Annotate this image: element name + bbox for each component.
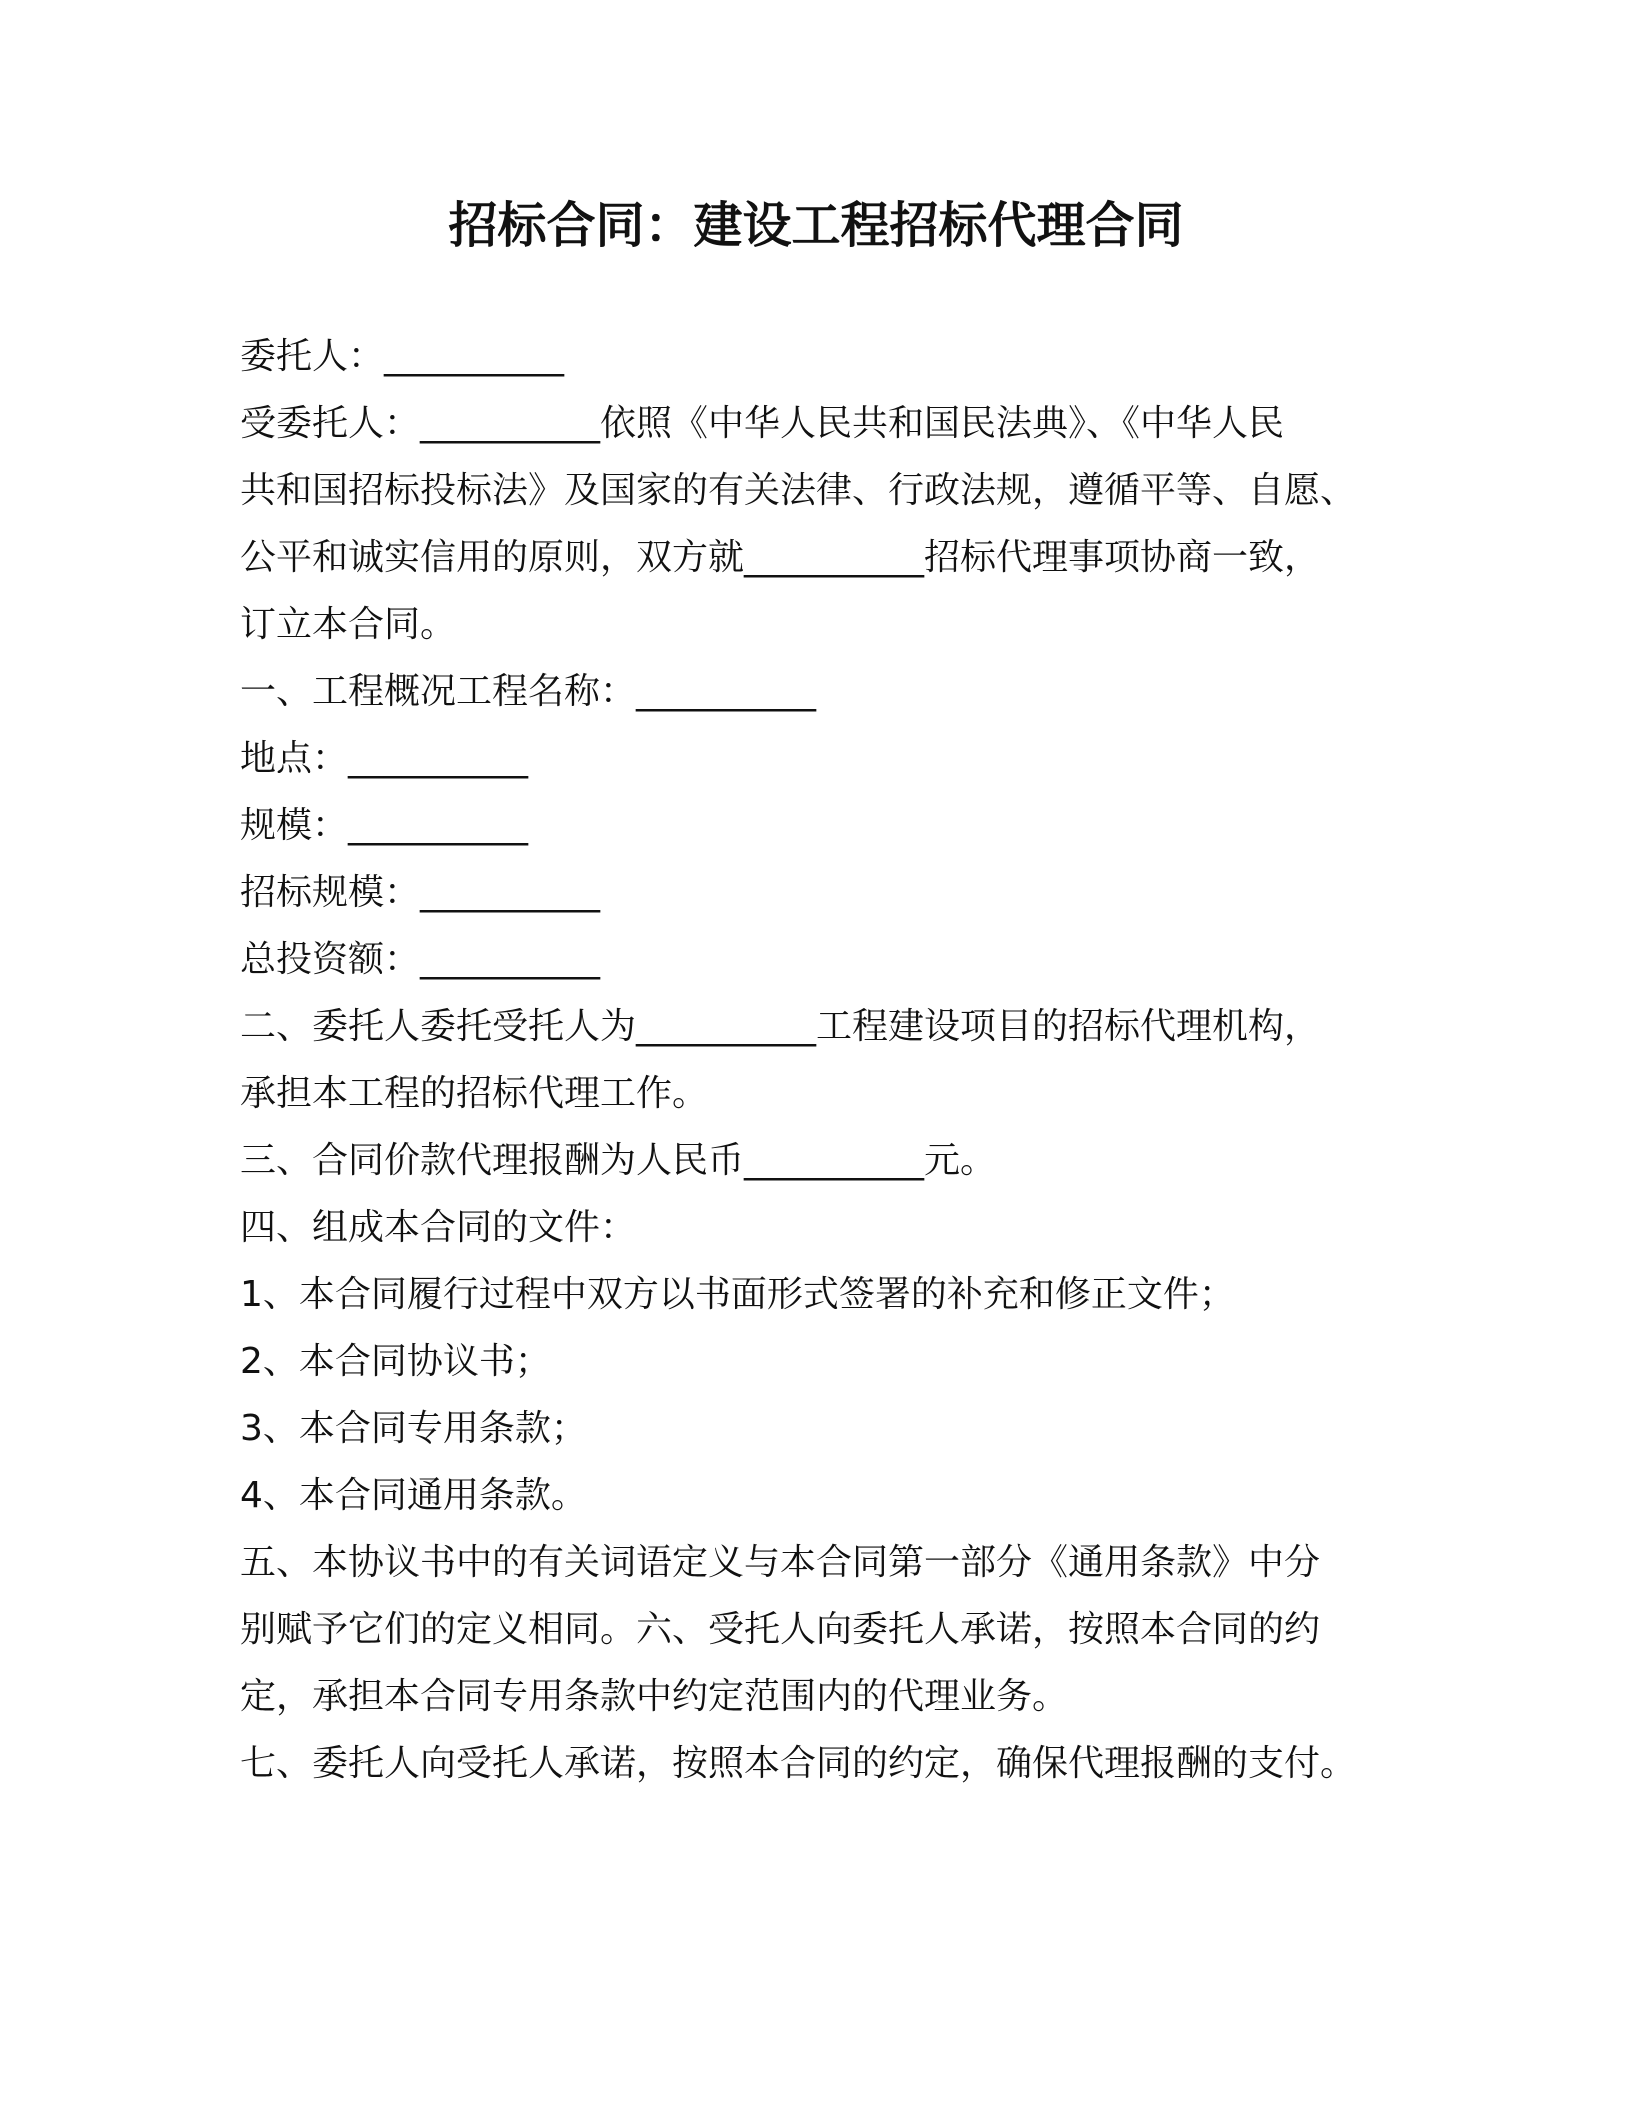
text-line: 五、本协议书中的有关词语定义与本合同第一部分《通用条款》中分 xyxy=(240,1542,1321,1583)
text-line: 招标规模：__________ xyxy=(240,872,601,913)
text-line: 七、委托人向受托人承诺，按照本合同的约定，确保代理报酬的支付。 xyxy=(240,1743,1357,1784)
text-line: 承担本工程的招标代理工作。 xyxy=(240,1073,709,1114)
text-line: 订立本合同。 xyxy=(240,604,457,645)
text-line: 总投资额：__________ xyxy=(240,939,601,980)
text-line: 共和国招标投标法》及国家的有关法律、行政法规，遵循平等、自愿、 xyxy=(240,470,1357,511)
text-line: 四、组成本合同的文件： xyxy=(240,1207,637,1248)
text-line: 规模：__________ xyxy=(240,805,529,846)
text-line: 公平和诚实信用的原则，双方就__________招标代理事项协商一致， xyxy=(240,537,1321,578)
text-line: 定，承担本合同专用条款中约定范围内的代理业务。 xyxy=(240,1676,1069,1717)
text-line: 1、本合同履行过程中双方以书面形式签署的补充和修正文件； xyxy=(240,1274,1235,1315)
text-line: 2、本合同协议书； xyxy=(240,1341,551,1382)
text-line: 受委托人：__________依照《中华人民共和国民法典》、《中华人民 xyxy=(240,403,1285,444)
text-line: 别赋予它们的定义相同。六、受托人向委托人承诺，按照本合同的约 xyxy=(240,1609,1321,1650)
text-line: 三、合同价款代理报酬为人民币__________元。 xyxy=(240,1140,997,1181)
text-line: 地点：__________ xyxy=(240,738,529,779)
document-title: 招标合同：建设工程招标代理合同 xyxy=(448,197,1184,254)
document-body xyxy=(240,323,1400,1797)
text-line: 一、工程概况工程名称：__________ xyxy=(240,671,817,712)
text-line: 二、委托人委托受托人为__________工程建设项目的招标代理机构， xyxy=(240,1006,1321,1047)
text-line: 3、本合同专用条款； xyxy=(240,1408,587,1449)
text-line: 4、本合同通用条款。 xyxy=(240,1475,587,1516)
text-line: 委托人：__________ xyxy=(240,336,565,377)
